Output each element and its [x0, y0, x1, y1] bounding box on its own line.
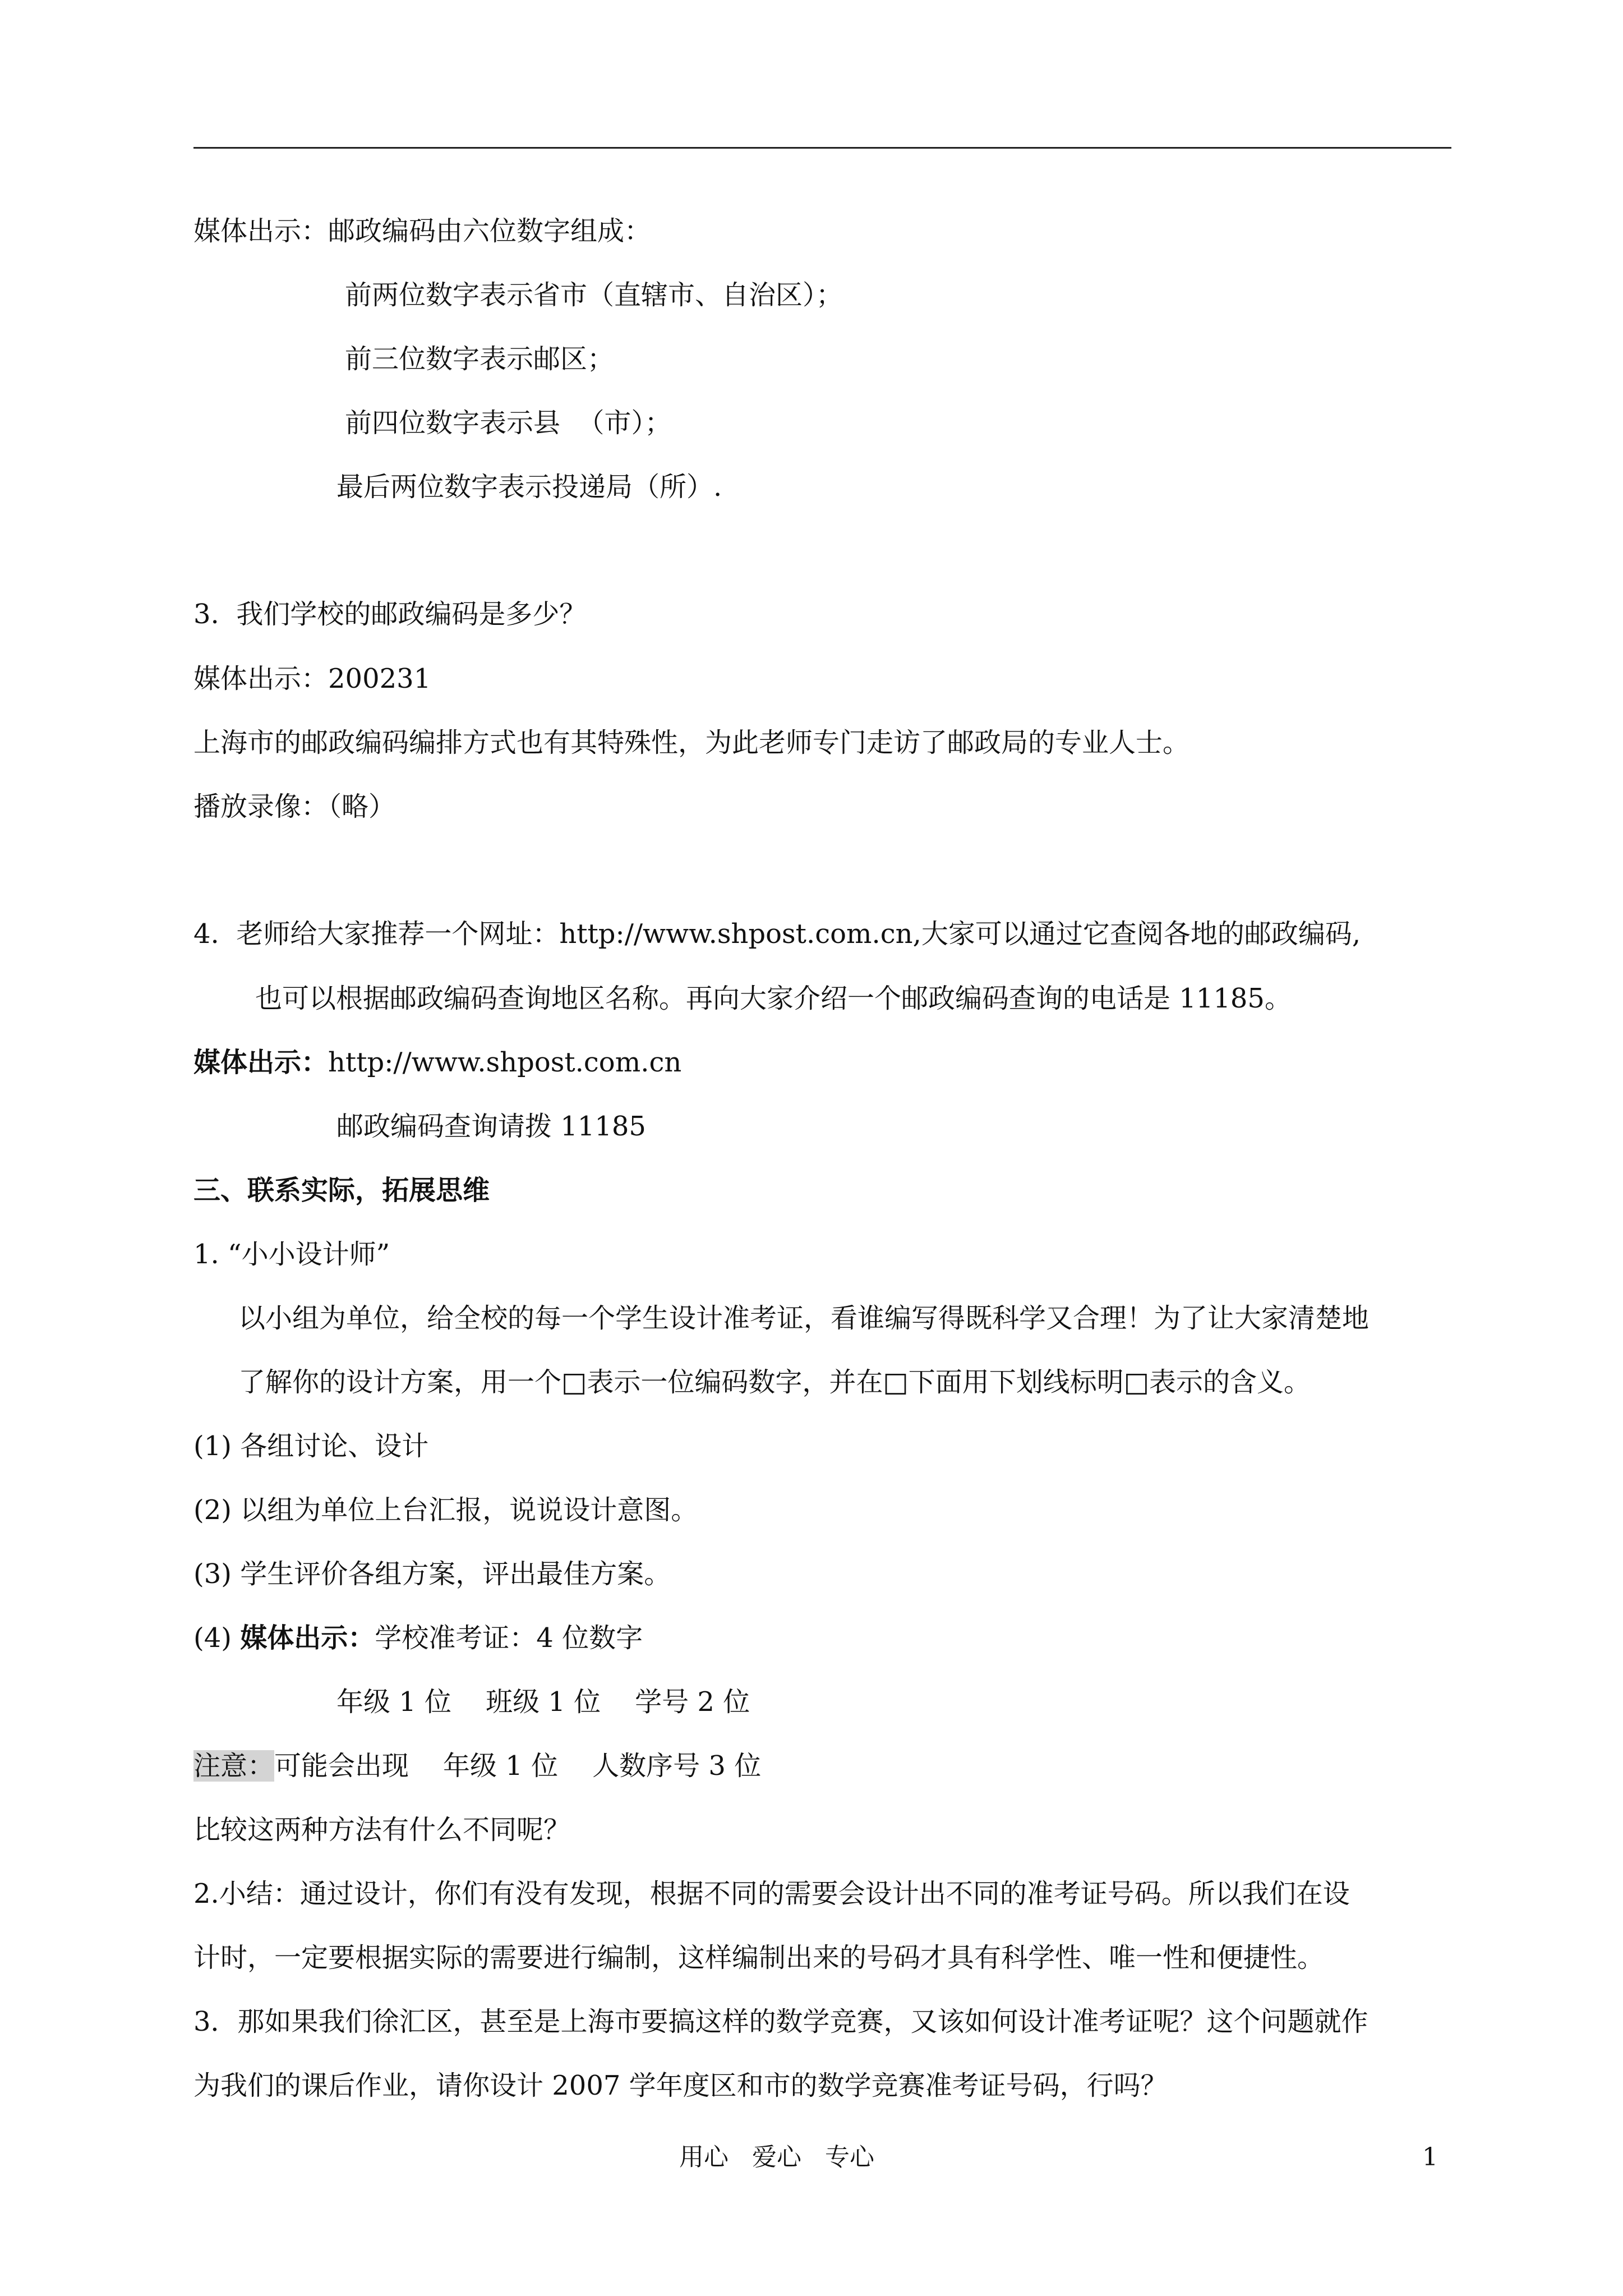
step-4 [193, 1621, 643, 1655]
page-number: 1 [1422, 2143, 1438, 2171]
attention-label: 注意： [193, 1750, 275, 1782]
header-rule [193, 147, 1451, 149]
section-three-heading: 三、联系实际，拓展思维 [193, 1175, 490, 1206]
step-1: (1) 各组讨论、设计 [193, 1430, 429, 1462]
postcode-hotline: 邮政编码查询请拨 11185 [336, 1111, 646, 1142]
homework-line-2: 为我们的课后作业，请你设计 2007 学年度区和市的数学竞赛准考证号码，行吗？ [193, 2070, 1168, 2101]
homework-line-1: 3．那如果我们徐汇区，甚至是上海市要搞这样的数学竞赛，又该如何设计准考证呢？这个问题就作 [193, 2006, 1368, 2037]
step-4-number: (4) [193, 1622, 241, 1654]
step-3: (3) 学生评价各组方案，评出最佳方案。 [193, 1558, 671, 1590]
media-show-postcode-intro: 媒体出示：邮政编码由六位数字组成： [193, 215, 652, 247]
activity-1-desc-1: 以小组为单位，给全校的每一个学生设计准考证，看谁编写得既科学又合理！为了让大家清楚地 [238, 1303, 1370, 1334]
postcode-rule-1: 前两位数字表示省市（直辖市、自治区）； [345, 279, 843, 311]
compare-question: 比较这两种方法有什么不同呢？ [193, 1814, 571, 1846]
activity-1-title: 1. “小小设计师” [193, 1239, 390, 1270]
attention-content: 可能会出现 年级 1 位 人数序号 3 位 [274, 1750, 762, 1782]
item-4-phone: 也可以根据邮政编码查询地区名称。再向大家介绍一个邮政编码查询的电话是 11185。 [255, 983, 1292, 1014]
question-3: 3. 我们学校的邮政编码是多少？ [193, 599, 587, 630]
media-show-school-code: 媒体出示：200231 [193, 663, 431, 694]
item-4-website: 4. 老师给大家推荐一个网址：http://www.shpost.com.cn,大家可以通过它查阅各地的邮政编码, [193, 918, 1361, 950]
media-show-website [193, 1046, 681, 1079]
summary-line-2: 计时，一定要根据实际的需要进行编制，这样编制出来的号码才具有科学性、唯一性和便捷性。 [193, 1942, 1325, 1973]
attention-line [193, 1749, 761, 1783]
play-video: 播放录像：（略） [193, 791, 396, 822]
step-2: (2) 以组为单位上台汇报，说说设计意图。 [193, 1494, 698, 1526]
exam-id-breakdown: 年级 1 位 班级 1 位 学号 2 位 [336, 1686, 750, 1718]
shanghai-postcode-note: 上海市的邮政编码编排方式也有其特殊性，为此老师专门走访了邮政局的专业人士。 [193, 727, 1190, 758]
postcode-rule-4: 最后两位数字表示投递局（所）. [336, 471, 722, 503]
step-4-content: 学校准考证：4 位数字 [375, 1622, 643, 1654]
postcode-rule-2: 前三位数字表示邮区； [345, 343, 615, 375]
summary-line-1: 2.小结：通过设计，你们有没有发现，根据不同的需要会设计出不同的准考证号码。所以我们在设 [193, 1878, 1350, 1910]
postcode-rule-3: 前四位数字表示县 （市）； [345, 407, 672, 439]
step-4-media-label: 媒体出示： [240, 1622, 375, 1654]
activity-1-desc-2: 了解你的设计方案，用一个□表示一位编码数字，并在□下面用下划线标明□表示的含义。 [238, 1366, 1311, 1398]
media-show-label: 媒体出示： [193, 1047, 329, 1078]
footer-motto: 用心 爱心 专心 [679, 2143, 874, 2171]
website-url: http://www.shpost.com.cn [328, 1047, 682, 1078]
